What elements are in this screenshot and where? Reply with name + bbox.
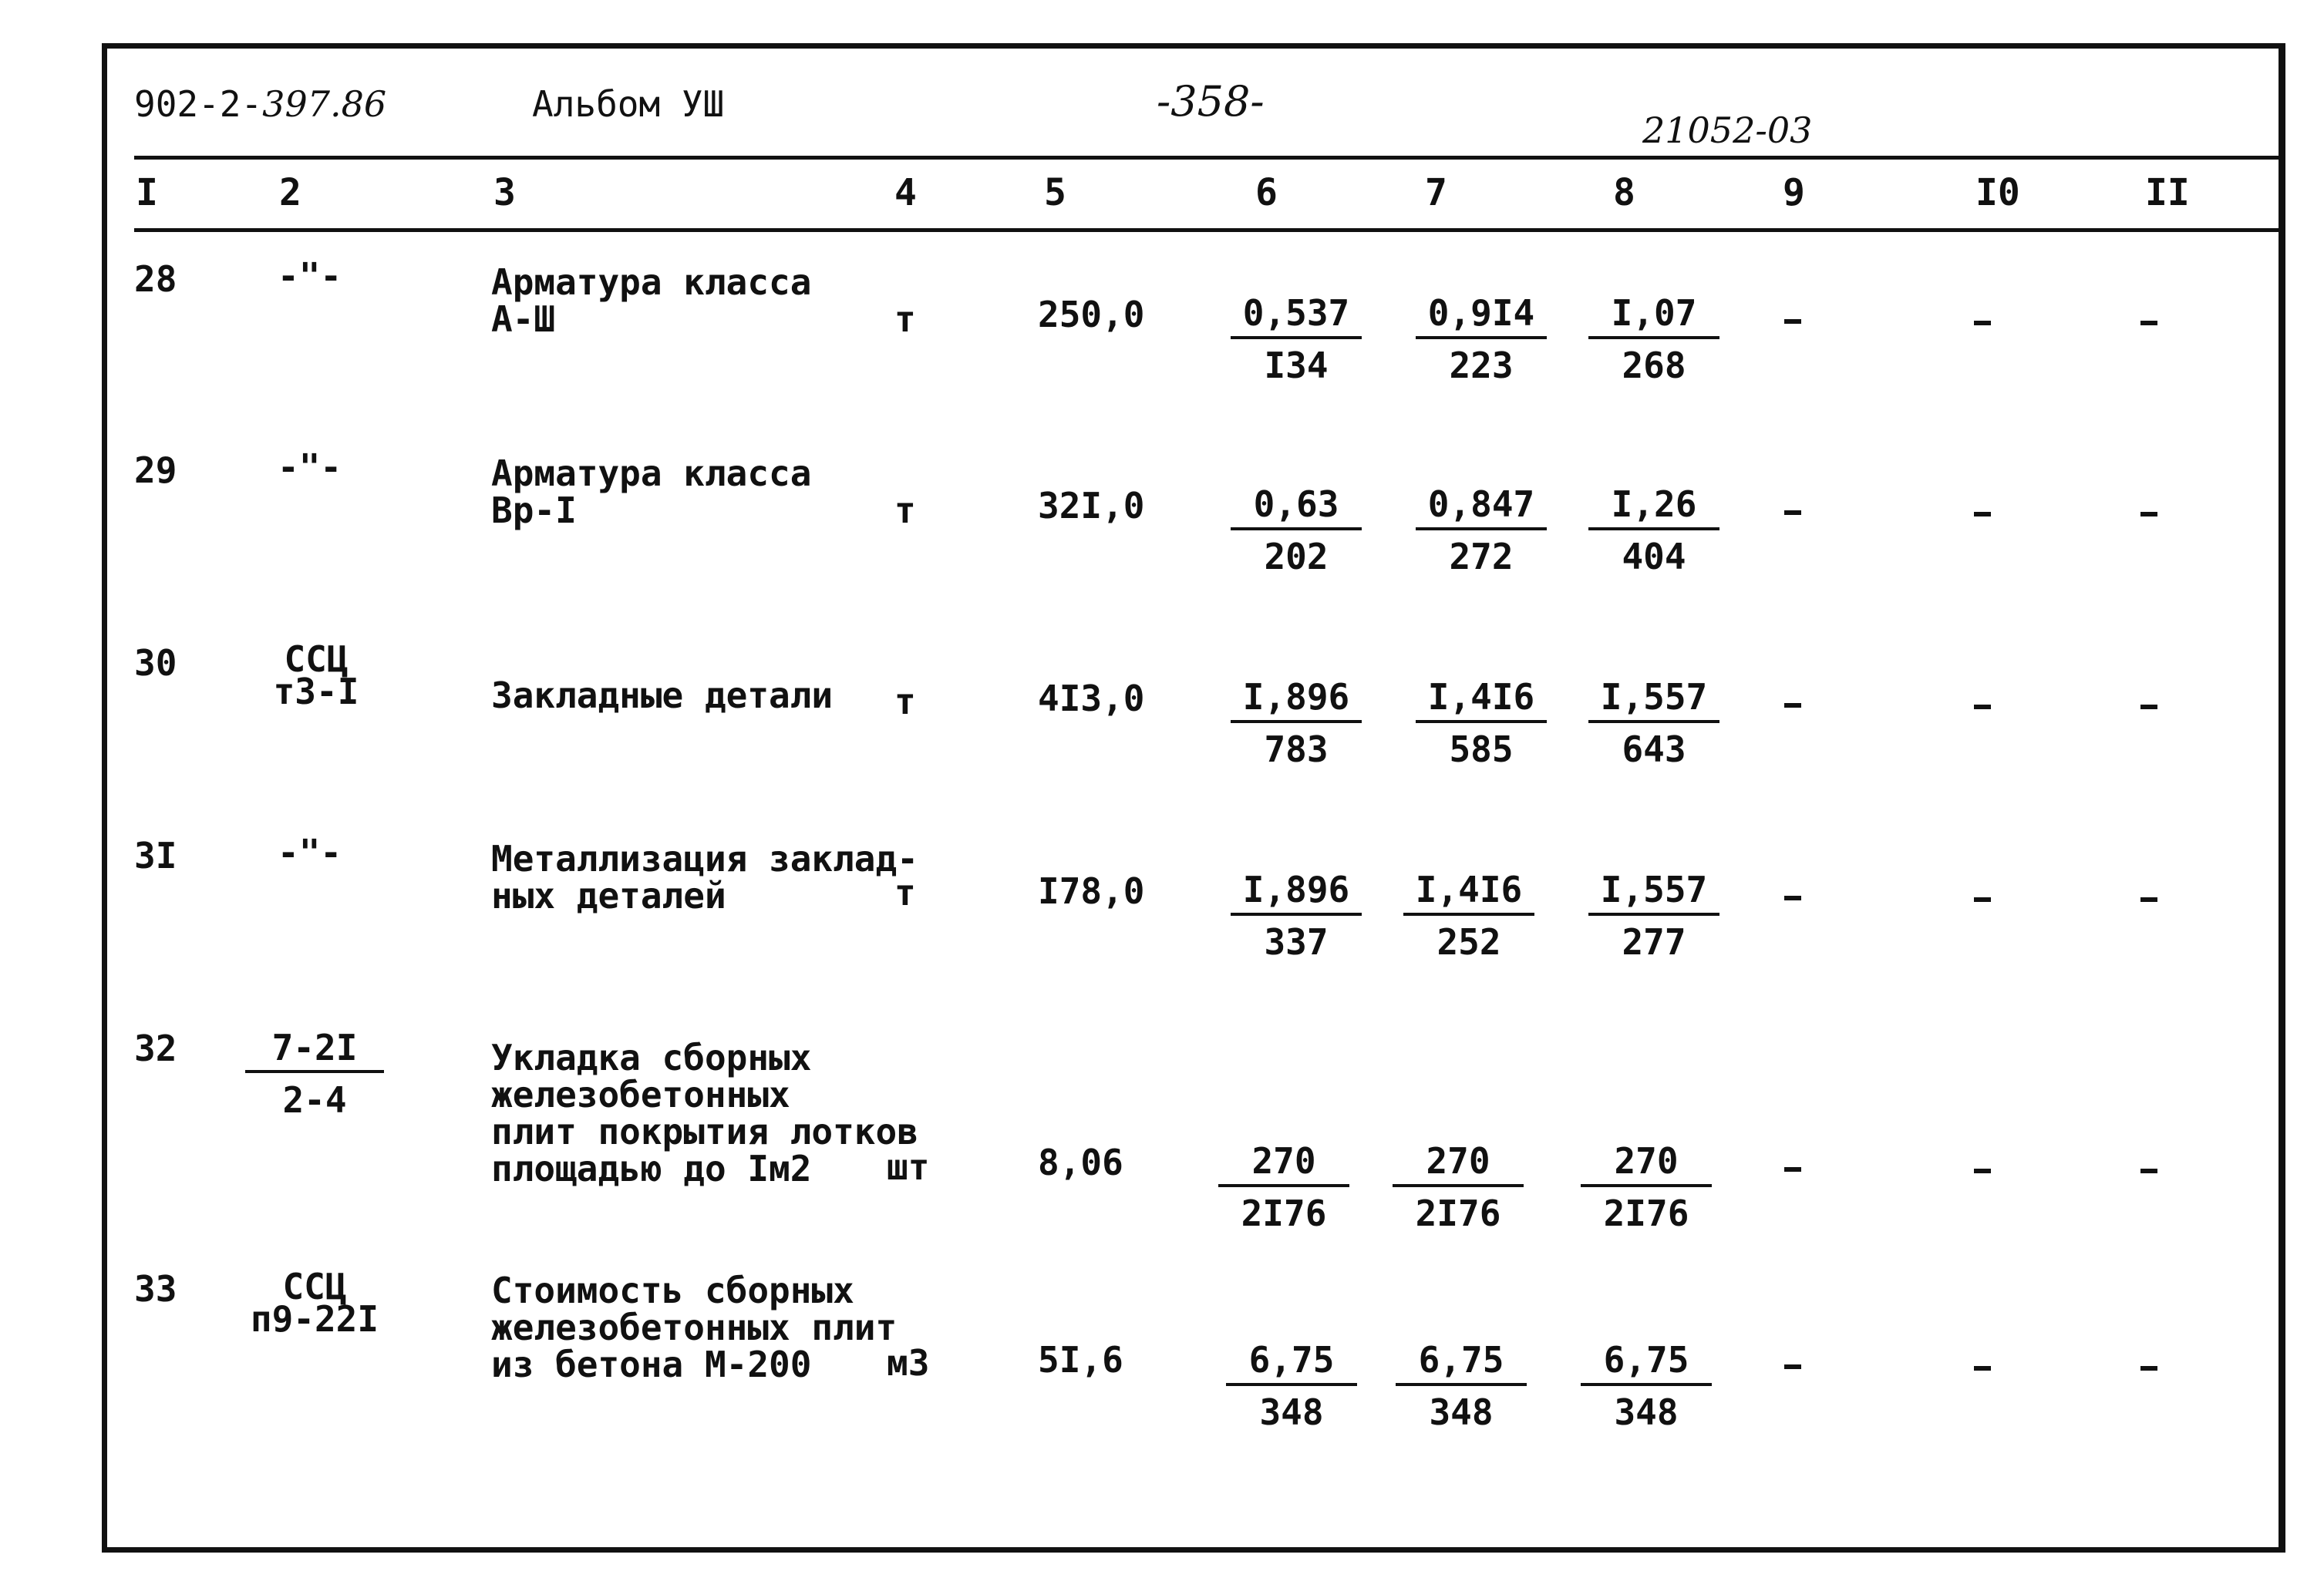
fraction-col6 xyxy=(1231,294,1362,384)
row-description xyxy=(491,1039,918,1187)
row-description xyxy=(491,1272,897,1383)
document-code-handwritten: 397.86 xyxy=(262,83,387,125)
column-number-11: II xyxy=(2145,171,2190,214)
column-number-9: 9 xyxy=(1783,171,1805,214)
row-description xyxy=(491,838,918,917)
header-rule-top xyxy=(134,156,2285,160)
fraction-col7 xyxy=(1416,483,1547,577)
column-number-3: 3 xyxy=(493,171,516,214)
column-number-1: I xyxy=(136,171,158,214)
dash-col9 xyxy=(1784,510,1801,515)
fraction-denominator: 2I76 xyxy=(1415,1193,1501,1234)
row-number: 3I xyxy=(134,835,177,876)
row-number: 28 xyxy=(134,258,177,300)
row-code xyxy=(245,1266,384,1340)
row-code-line: ССЦ xyxy=(282,1266,347,1307)
fraction-denominator: 585 xyxy=(1449,728,1514,770)
fraction-denominator: 404 xyxy=(1622,536,1686,577)
row-description xyxy=(491,677,833,714)
document-code-printed: 902-2- xyxy=(134,83,263,125)
dash-col10 xyxy=(1974,512,1991,516)
fraction-col7 xyxy=(1393,1142,1524,1232)
row-quantity: 5I,6 xyxy=(1038,1339,1123,1381)
row-number: 30 xyxy=(134,642,177,684)
fraction-denominator: I34 xyxy=(1264,345,1329,386)
fraction-numerator: I,557 xyxy=(1588,871,1719,916)
dash-col10 xyxy=(1974,1366,1991,1371)
dash-col11 xyxy=(2140,512,2157,516)
fraction-col8 xyxy=(1581,1142,1712,1232)
album-title: Альбом УШ xyxy=(532,83,725,125)
dash-col10 xyxy=(1974,321,1991,325)
fraction-col8 xyxy=(1581,1341,1712,1431)
fraction-col7 xyxy=(1416,294,1547,384)
fraction-denominator: 783 xyxy=(1264,728,1329,770)
column-number-7: 7 xyxy=(1425,171,1447,214)
fraction-col8 xyxy=(1588,871,1719,961)
fraction-denominator: 272 xyxy=(1449,536,1514,577)
fraction-numerator: I,896 xyxy=(1231,871,1362,916)
row-code-line: ССЦ xyxy=(284,638,349,680)
row-unit: м3 xyxy=(887,1342,930,1384)
dash-col9 xyxy=(1784,896,1801,900)
row-number: 29 xyxy=(134,449,177,491)
fraction-numerator: I,557 xyxy=(1588,678,1719,723)
fraction-numerator: I,4I6 xyxy=(1416,678,1547,723)
row-description-line: Закладные детали xyxy=(491,675,834,716)
fraction-numerator: 6,75 xyxy=(1396,1341,1527,1386)
fraction-numerator: 270 xyxy=(1581,1142,1712,1187)
fraction-denominator: 277 xyxy=(1622,921,1686,963)
row-description-line: Укладка сборных xyxy=(491,1037,812,1078)
dash-col11 xyxy=(2140,897,2157,902)
fraction-denominator: 348 xyxy=(1429,1391,1494,1433)
fraction-col6 xyxy=(1231,483,1362,577)
page-frame xyxy=(102,43,2285,1553)
fraction-denominator: 268 xyxy=(1622,345,1686,386)
fraction-denominator: 252 xyxy=(1437,921,1501,963)
fraction-numerator: I,4I6 xyxy=(1403,871,1534,916)
fraction-numerator: I,07 xyxy=(1588,294,1719,339)
dash-col10 xyxy=(1974,1169,1991,1173)
fraction-denominator: 2I76 xyxy=(1603,1193,1689,1234)
fraction-col8 xyxy=(1588,483,1719,577)
row-description-line: железобетонных плит xyxy=(491,1307,898,1348)
row-code xyxy=(245,1027,384,1121)
fraction-numerator: 270 xyxy=(1393,1142,1524,1187)
row-description-line: Арматура класса xyxy=(491,261,812,303)
row-code-denominator: 2-4 xyxy=(282,1079,347,1121)
row-description-line: Стоимость сборных xyxy=(491,1270,854,1311)
fraction-col7 xyxy=(1403,871,1534,961)
fraction-col7 xyxy=(1396,1341,1527,1431)
row-description-line: площадью до Iм2 xyxy=(491,1148,812,1189)
row-code: -"- xyxy=(278,446,342,488)
fraction-col8 xyxy=(1588,678,1719,768)
row-code-line: т3-I xyxy=(273,671,359,712)
fraction-numerator: I,26 xyxy=(1588,486,1719,530)
dash-col9 xyxy=(1784,1364,1801,1369)
row-quantity: 4I3,0 xyxy=(1038,678,1145,719)
row-unit: т xyxy=(894,872,916,913)
fraction-denominator: 643 xyxy=(1622,728,1686,770)
fraction-denominator: 348 xyxy=(1259,1391,1324,1433)
dash-col9 xyxy=(1784,1167,1801,1172)
fraction-denominator: 202 xyxy=(1264,536,1329,577)
row-quantity: 32I,0 xyxy=(1038,485,1145,527)
dash-col9 xyxy=(1784,703,1801,708)
fraction-numerator: I,896 xyxy=(1231,678,1362,723)
row-code: -"- xyxy=(278,255,342,297)
dash-col9 xyxy=(1784,319,1801,324)
header-rule-bottom xyxy=(134,228,2285,232)
dash-col11 xyxy=(2140,705,2157,709)
row-description xyxy=(491,455,811,529)
dash-col11 xyxy=(2140,321,2157,325)
column-number-8: 8 xyxy=(1613,171,1635,214)
fraction-numerator: 270 xyxy=(1218,1142,1349,1187)
fraction-col6 xyxy=(1231,678,1362,768)
fraction-numerator: 0,63 xyxy=(1231,486,1362,530)
row-unit: т xyxy=(894,298,916,340)
row-code xyxy=(247,638,386,712)
row-description-line: ных деталей xyxy=(491,875,726,917)
fraction-col6 xyxy=(1218,1142,1349,1232)
row-number: 32 xyxy=(134,1028,177,1069)
column-number-5: 5 xyxy=(1044,171,1066,214)
row-quantity: I78,0 xyxy=(1038,870,1145,912)
fraction-numerator: 6,75 xyxy=(1581,1341,1712,1386)
dash-col11 xyxy=(2140,1366,2157,1371)
dash-col10 xyxy=(1974,705,1991,709)
row-description-line: железобетонных xyxy=(491,1074,790,1115)
row-quantity: 250,0 xyxy=(1038,294,1145,335)
row-description-line: Металлизация заклад- xyxy=(491,838,918,880)
row-description-line: Арматура класса xyxy=(491,453,812,494)
row-description-line: плит покрытия лотков xyxy=(491,1111,918,1152)
row-unit: т xyxy=(894,490,916,531)
row-description-line: А-Ш xyxy=(491,298,556,340)
column-number-6: 6 xyxy=(1255,171,1278,214)
column-number-4: 4 xyxy=(894,171,917,214)
fraction-numerator: 0,537 xyxy=(1231,294,1362,339)
sheet-code: 21052-03 xyxy=(1642,109,1813,151)
fraction-denominator: 337 xyxy=(1264,921,1329,963)
fraction-denominator: 2I76 xyxy=(1241,1193,1327,1234)
dash-col11 xyxy=(2140,1169,2157,1173)
dash-col10 xyxy=(1974,897,1991,902)
row-number: 33 xyxy=(134,1268,177,1310)
row-code: -"- xyxy=(278,832,342,873)
fraction-denominator: 223 xyxy=(1449,345,1514,386)
row-unit: т xyxy=(894,681,916,722)
fraction-col8 xyxy=(1588,294,1719,384)
row-description-line: из бетона М-200 xyxy=(491,1344,812,1385)
row-unit: шт xyxy=(887,1146,930,1188)
row-description-line: Вр-I xyxy=(491,490,577,531)
fraction-col6 xyxy=(1226,1341,1357,1431)
row-description xyxy=(491,261,812,340)
row-code-numerator: 7-2I xyxy=(245,1030,384,1073)
fraction-numerator: 6,75 xyxy=(1226,1341,1357,1386)
fraction-numerator: 0,847 xyxy=(1416,486,1547,530)
fraction-col6 xyxy=(1231,871,1362,961)
fraction-col7 xyxy=(1416,678,1547,768)
page-number: -358- xyxy=(1157,77,1265,126)
fraction-numerator: 0,9I4 xyxy=(1416,294,1547,339)
fraction-denominator: 348 xyxy=(1614,1391,1679,1433)
column-number-10: I0 xyxy=(1975,171,2020,214)
column-number-2: 2 xyxy=(279,171,301,214)
document-code xyxy=(134,83,386,125)
row-quantity: 8,06 xyxy=(1038,1142,1123,1183)
row-code-line: п9-22I xyxy=(250,1298,379,1340)
